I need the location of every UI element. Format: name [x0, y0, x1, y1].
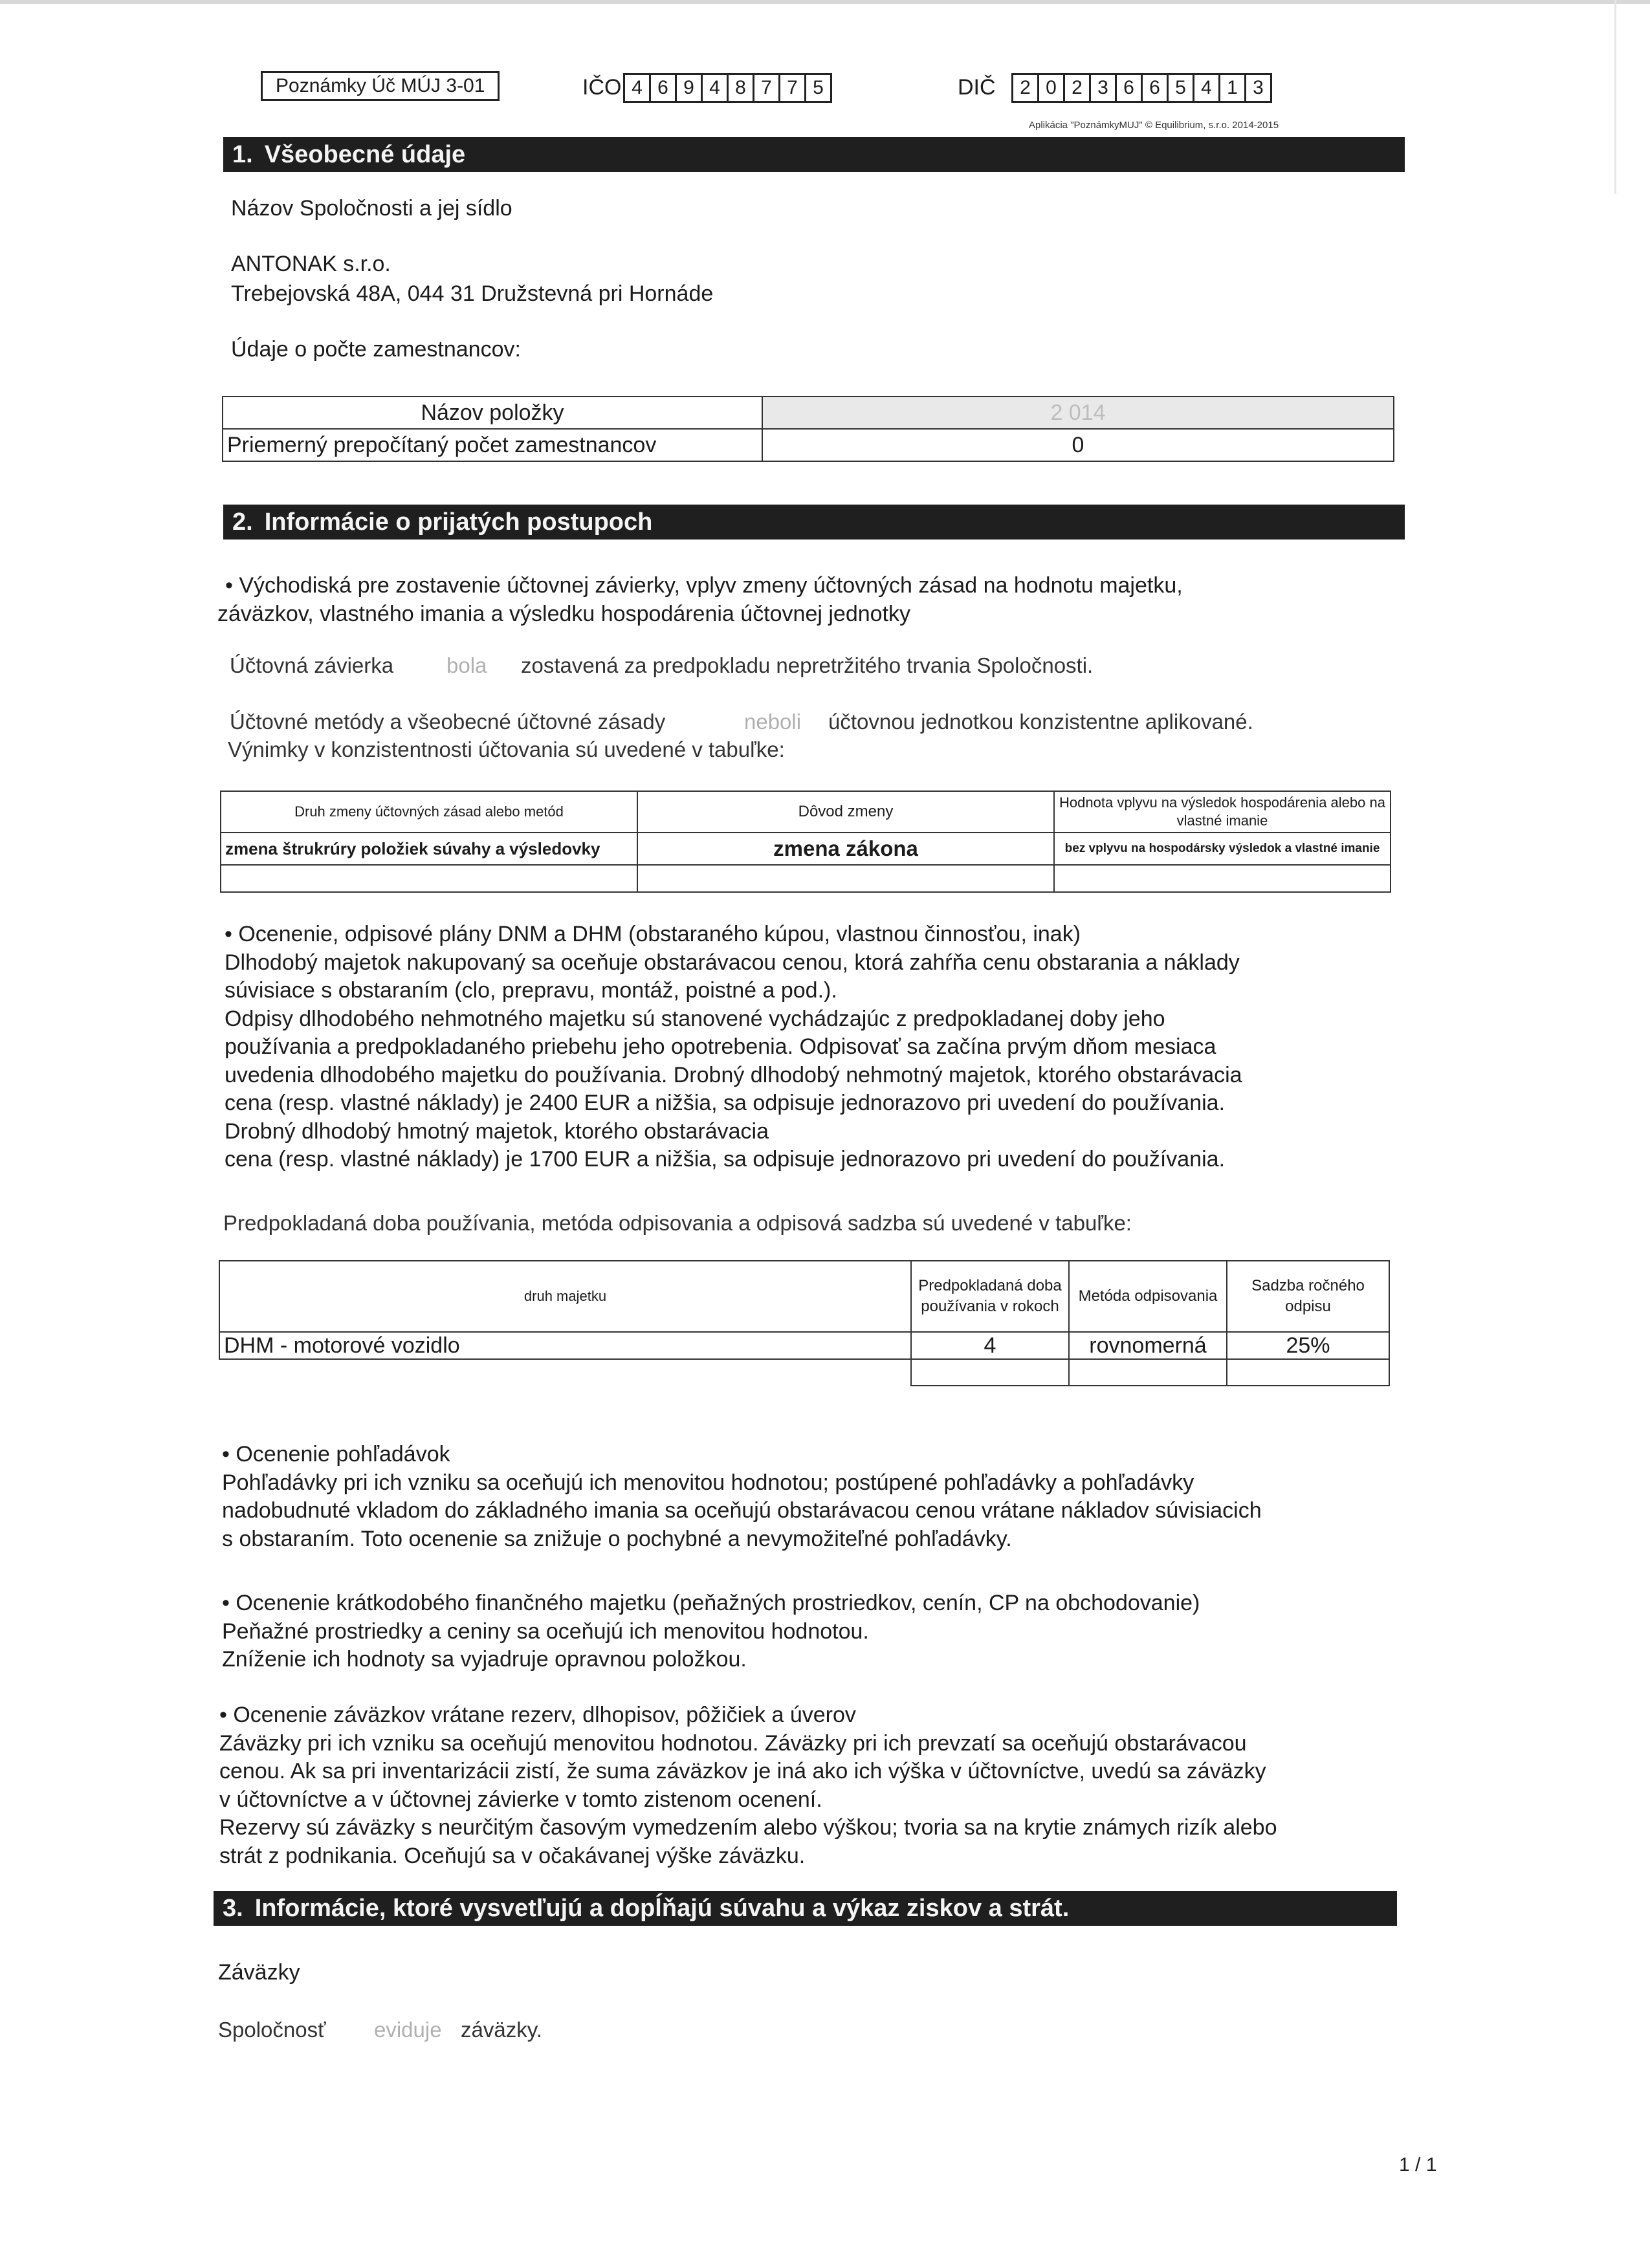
dic-digit: 0	[1037, 73, 1063, 103]
company-heading: Názov Spoločnosti a jej sídlo	[231, 196, 512, 221]
s3-suffix: záväzky.	[461, 2018, 542, 2042]
section-2-text: Informácie o prijatých postupoch	[264, 508, 653, 536]
bullet-basis-line1: • Východiská pre zostavenie účtovnej závierky, vplyv zmeny účtovných zásad na hodnotu majetku,	[225, 573, 1183, 598]
table-row	[221, 865, 1391, 892]
depr-cell-method: rovnomerná	[1069, 1332, 1227, 1359]
company-name: ANTONAK s.r.o.	[231, 252, 391, 276]
ico-digit: 9	[675, 73, 701, 103]
section-3-number: 3.	[223, 1895, 243, 1922]
liabilities-paragraph	[219, 1701, 1277, 1870]
depreciation-table	[219, 1260, 1390, 1386]
table-row	[219, 1359, 1389, 1386]
ico-digit: 6	[649, 73, 675, 103]
ico-digit: 5	[804, 73, 832, 103]
paragraph-line: v účtovníctve a v účtovnej závierke v tomto zistenom ocenení.	[219, 1787, 822, 1812]
depr-col-method: Metóda odpisovania	[1069, 1261, 1227, 1332]
scan-edge-right	[1614, 0, 1616, 194]
changes-col-impact: Hodnota vplyvu na výsledok hospodárenia alebo na vlastné imanie	[1054, 791, 1391, 833]
paragraph-line: • Ocenenie záväzkov vrátane rezerv, dlhopisov, pôžičiek a úverov	[219, 1703, 856, 1727]
scan-edge	[0, 0, 1650, 4]
receivables-paragraph	[222, 1441, 1262, 1553]
changes-cell-reason: zmena zákona	[637, 833, 1054, 865]
paragraph-line: Rezervy sú záväzky s neurčitým časovým vymedzením alebo výškou; tvoria sa na krytie známych rizík alebo	[219, 1815, 1277, 1840]
paragraph-line: strát z podnikania. Oceňujú sa v očakávanej výške záväzku.	[219, 1843, 806, 1868]
section-3-text: Informácie, ktoré vysvetľujú a dopĺňajú súvahu a výkaz ziskov a strát.	[254, 1895, 1070, 1922]
employees-table	[222, 396, 1394, 462]
page-number: 1 / 1	[1399, 2154, 1437, 2175]
paragraph-line: súvisiace s obstaraním (clo, prepravu, montáž, poistné a pod.).	[225, 978, 837, 1003]
um-word: neboli	[744, 710, 802, 734]
depr-col-life: Predpokladaná doba používania v rokoch	[911, 1261, 1069, 1332]
ico-digit: 7	[778, 73, 804, 103]
paragraph-line: cena (resp. vlastné náklady) je 1700 EUR a nižšia, sa odpisuje jednorazovo pri uvedení do používania.	[225, 1147, 1226, 1172]
paragraph-line: Drobný dlhodobý hmotný majetok, ktorého obstarávacia	[225, 1118, 769, 1144]
section-2-number: 2.	[232, 508, 253, 536]
dic-digit: 5	[1167, 73, 1193, 103]
changes-cell-type: zmena štrukrúry položiek súvahy a výsledovky	[221, 833, 637, 865]
depr-cell-empty	[1069, 1359, 1227, 1386]
uz-suffix: zostavená za predpokladu nepretržitého trvania Spoločnosti.	[521, 653, 1094, 677]
changes-cell-empty	[221, 865, 637, 892]
paragraph-line: Pohľadávky pri ich vzniku sa oceňujú ich menovitou hodnotou; postúpené pohľadávky a pohľadávky	[222, 1470, 1194, 1495]
paragraph-line: • Ocenenie krátkodobého finančného majetku (peňažných prostriedkov, cenín, CP na obchodovanie)	[222, 1591, 1200, 1615]
employees-row-value: 0	[762, 429, 1394, 461]
depr-col-rate: Sadzba ročného odpisu	[1227, 1261, 1389, 1332]
employees-col-year: 2 014	[762, 397, 1394, 429]
form-label-box	[261, 71, 500, 101]
shortterm-paragraph	[222, 1589, 1200, 1674]
depr-cell-asset: DHM - motorové vozidlo	[219, 1332, 911, 1359]
ico-digit: 4	[701, 73, 727, 103]
exceptions-line: Výnimky v konzistentnosti účtovania sú uvedené v tabuľke:	[228, 737, 785, 761]
bullet-basis-line2: záväzkov, vlastného imania a výsledku hospodárenia účtovnej jednotky	[217, 602, 910, 626]
paragraph-line: Zníženie ich hodnoty sa vyjadruje opravnou položkou.	[222, 1647, 747, 1672]
changes-table	[220, 791, 1391, 893]
changes-cell-impact: bez vplyvu na hospodársky výsledok a vlastné imanie	[1054, 833, 1391, 865]
ico-digit: 4	[623, 73, 649, 103]
depr-cell-empty	[219, 1359, 911, 1386]
dic-digits	[1011, 73, 1272, 103]
depr-cell-rate: 25%	[1227, 1332, 1389, 1359]
ico-digits	[623, 73, 832, 103]
table-row	[219, 1261, 1389, 1332]
depreciation-intro: Predpokladaná doba používania, metóda odpisovania a odpisová sadzba sú uvedené v tabuľke:	[223, 1211, 1132, 1235]
um-suffix: účtovnou jednotkou konzistentne aplikované.	[828, 710, 1253, 734]
employees-heading: Údaje o počte zamestnancov:	[231, 337, 521, 362]
changes-cell-empty	[637, 865, 1054, 892]
uz-word: bola	[446, 653, 487, 677]
section-3-title	[214, 1891, 1397, 1926]
table-row	[219, 1332, 1389, 1359]
table-row	[223, 429, 1394, 461]
changes-col-type: Druh zmeny účtovných zásad alebo metód	[221, 791, 637, 833]
paragraph-line: Dlhodobý majetok nakupovaný sa oceňuje obstarávacou cenou, ktorá zahŕňa cenu obstarania a náklady	[225, 950, 1240, 975]
uz-prefix: Účtovná závierka	[230, 653, 394, 677]
section-1-text: Všeobecné údaje	[264, 141, 466, 168]
section-3-subheading: Záväzky	[218, 1960, 300, 1985]
paragraph-line: Odpisy dlhodobého nehmotného majetku sú stanovené vychádzajúc z predpokladanej doby jeho	[225, 1006, 1165, 1031]
dic-digit: 6	[1115, 73, 1141, 103]
dic-label: DIČ	[958, 75, 996, 100]
paragraph-line: • Ocenenie, odpisové plány DNM a DHM (obstaraného kúpou, vlastnou činnosťou, inak)	[225, 922, 1081, 946]
depr-cell-empty	[1227, 1359, 1389, 1386]
depr-cell-life: 4	[911, 1332, 1069, 1359]
paragraph-line: • Ocenenie pohľadávok	[222, 1442, 450, 1467]
dic-digit: 4	[1193, 73, 1218, 103]
dic-digit: 6	[1141, 73, 1167, 103]
paragraph-line: cena (resp. vlastné náklady) je 2400 EUR a nižšia, sa odpisuje jednorazovo pri uvedení do používania.	[225, 1091, 1226, 1115]
employees-row-label: Priemerný prepočítaný počet zamestnancov	[223, 429, 762, 461]
dic-digit: 3	[1089, 73, 1115, 103]
employees-col-item: Názov položky	[223, 397, 762, 429]
s3-word: eviduje	[374, 2018, 442, 2042]
um-prefix: Účtovné metódy a všeobecné účtovné zásady	[230, 710, 666, 734]
changes-cell-empty	[1054, 865, 1391, 892]
dic-digit: 1	[1218, 73, 1244, 103]
paragraph-line: nadobudnuté vkladom do základného imania sa oceňujú obstarávacou cenou vrátane nákladov súvisiacich	[222, 1498, 1262, 1523]
ico-digit: 7	[753, 73, 778, 103]
form-label: Poznámky Úč MÚJ 3-01	[276, 75, 485, 96]
table-row	[221, 833, 1391, 865]
s3-prefix: Spoločnosť	[218, 2018, 326, 2042]
company-address: Trebejovská 48A, 044 31 Družstevná pri Hornáde	[231, 281, 714, 306]
dic-digit: 2	[1011, 73, 1037, 103]
ico-label: IČO	[582, 75, 622, 100]
paragraph-line: s obstaraním. Toto ocenenie sa znižuje o pochybné a nevymožiteľné pohľadávky.	[222, 1526, 1012, 1551]
valuation-paragraph	[225, 921, 1242, 1174]
app-note: Aplikácia "PoznámkyMUJ" © Equilibrium, s.r.o. 2014-2015	[1029, 120, 1279, 131]
paragraph-line: cenou. Ak sa pri inventarizácii zistí, že suma záväzkov je iná ako ich výška v účtovníctve, uvedú sa záväzky	[219, 1759, 1266, 1783]
table-row	[221, 791, 1391, 833]
section-2-title	[223, 505, 1405, 540]
dic-digit: 2	[1063, 73, 1089, 103]
depr-col-asset: druh majetku	[219, 1261, 911, 1332]
table-row	[223, 397, 1394, 429]
dic-digit: 3	[1244, 73, 1272, 103]
section-1-title	[223, 137, 1405, 172]
depr-cell-empty	[911, 1359, 1069, 1386]
paragraph-line: Záväzky pri ich vzniku sa oceňujú menovitou hodnotou. Záväzky pri ich prevzatí sa oceňujú obstarávacou	[219, 1730, 1247, 1756]
paragraph-line: používania a predpokladaného priebehu jeho opotrebenia. Odpisovať sa začína prvým dňom mesiaca	[225, 1034, 1216, 1059]
section-1-number: 1.	[232, 141, 253, 168]
paragraph-line: Peňažné prostriedky a ceniny sa oceňujú ich menovitou hodnotou.	[222, 1619, 869, 1644]
ico-digit: 8	[727, 73, 753, 103]
changes-col-reason: Dôvod zmeny	[637, 791, 1054, 833]
paragraph-line: uvedenia dlhodobého majetku do používania. Drobný dlhodobý nehmotný majetok, ktorého obstarávacia	[225, 1062, 1242, 1087]
